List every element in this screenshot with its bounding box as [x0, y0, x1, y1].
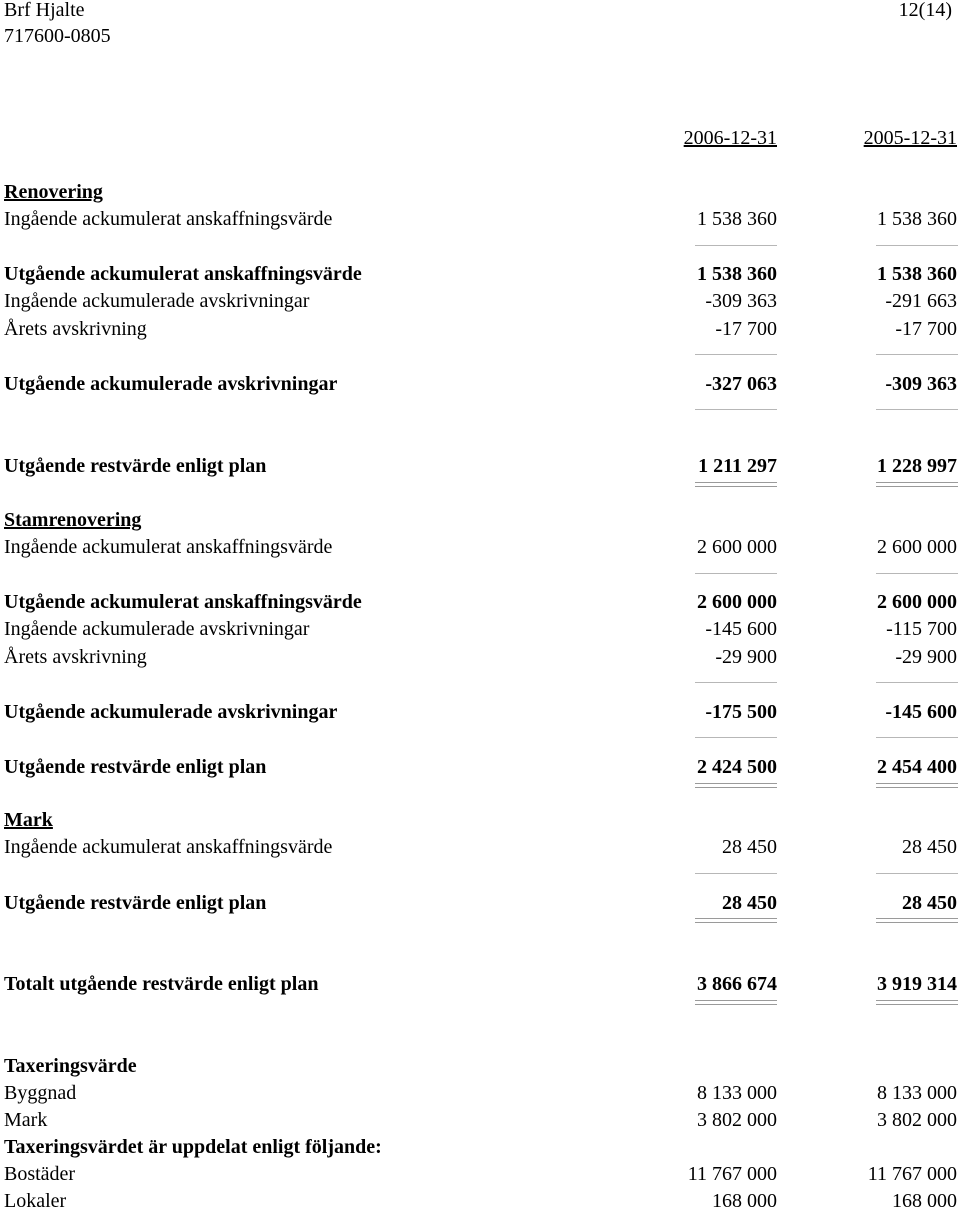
row-value-2005: -115 700 [886, 618, 957, 640]
org-number: 717600-0805 [4, 25, 111, 47]
double-underline [876, 918, 958, 923]
row-value-2006: 2 600 000 [697, 591, 777, 613]
subheading-row [0, 1137, 960, 1163]
total-value-2005: 3 919 314 [877, 973, 957, 995]
double-underline [876, 783, 958, 788]
table-row [0, 374, 960, 400]
table-row [0, 1191, 960, 1217]
table-row [0, 757, 960, 783]
table-row [0, 1110, 960, 1136]
row-value-2006: 1 538 360 [697, 208, 777, 230]
row-label: Ingående ackumulerade avskrivningar [4, 618, 310, 640]
section-heading: Mark [4, 809, 53, 831]
total-value-2006: 3 866 674 [697, 973, 777, 995]
row-value-2005: 2 600 000 [877, 591, 957, 613]
double-underline [695, 482, 777, 487]
row-value-2005: 3 802 000 [877, 1109, 957, 1131]
row-value-2006: 28 450 [722, 836, 777, 858]
row-value-2006: 1 211 297 [698, 455, 777, 477]
page-number: 12(14) [898, 0, 952, 21]
table-row [0, 264, 960, 290]
row-value-2005: -145 600 [885, 701, 957, 723]
sum-rule [695, 354, 777, 355]
sum-rule [695, 682, 777, 683]
double-underline [876, 1000, 958, 1005]
table-row [0, 592, 960, 618]
row-label: Lokaler [4, 1190, 67, 1212]
company-name: Brf Hjalte [4, 0, 85, 21]
section-heading-taxeringsvarde [0, 1056, 960, 1082]
row-value-2005: 8 133 000 [877, 1082, 957, 1104]
section-heading: Stamrenovering [4, 509, 142, 531]
row-value-2005: -291 663 [885, 290, 957, 312]
table-row [0, 456, 960, 482]
sum-rule [876, 737, 958, 738]
row-value-2005: -309 363 [885, 373, 957, 395]
row-label: Mark [4, 1109, 48, 1131]
sum-rule [876, 245, 958, 246]
row-label: Bostäder [4, 1163, 76, 1185]
column-headers [0, 128, 960, 154]
row-value-2006: -29 900 [715, 646, 777, 668]
total-label: Totalt utgående restvärde enligt plan [4, 973, 319, 995]
sum-rule [876, 873, 958, 874]
row-value-2005: 11 767 000 [867, 1163, 957, 1185]
row-label: Ingående ackumulerat anskaffningsvärde [4, 836, 333, 858]
row-value-2005: 1 538 360 [877, 263, 957, 285]
row-label: Årets avskrivning [4, 318, 147, 340]
section-heading-renovering [0, 182, 960, 208]
row-value-2005: 28 450 [902, 836, 957, 858]
double-underline [695, 918, 777, 923]
row-value-2005: 2 454 400 [877, 756, 957, 778]
row-value-2006: 1 538 360 [697, 263, 777, 285]
row-label: Årets avskrivning [4, 646, 147, 668]
row-value-2005: 1 538 360 [877, 208, 957, 230]
row-value-2006: -17 700 [715, 318, 777, 340]
sum-rule [876, 409, 958, 410]
table-row [0, 209, 960, 235]
double-underline [695, 1000, 777, 1005]
table-row [0, 647, 960, 673]
sum-rule [876, 682, 958, 683]
row-value-2006: -145 600 [705, 618, 777, 640]
row-label: Ingående ackumulerat anskaffningsvärde [4, 536, 333, 558]
row-value-2005: 168 000 [892, 1190, 957, 1212]
subheading: Taxeringsvärdet är uppdelat enligt följande: [4, 1136, 382, 1158]
table-row [0, 319, 960, 345]
table-row [0, 1164, 960, 1190]
sum-rule [695, 245, 777, 246]
sum-rule [876, 354, 958, 355]
row-value-2005: 2 600 000 [877, 536, 957, 558]
row-value-2005: -29 900 [895, 646, 957, 668]
sum-rule [695, 573, 777, 574]
row-value-2005: 1 228 997 [877, 455, 957, 477]
row-value-2006: 2 424 500 [697, 756, 777, 778]
total-row [0, 974, 960, 1000]
double-underline [695, 783, 777, 788]
table-row [0, 702, 960, 728]
column-header-2005: 2005-12-31 [863, 127, 957, 149]
section-heading-mark [0, 810, 960, 836]
table-row [0, 893, 960, 919]
sum-rule [695, 873, 777, 874]
row-label: Utgående ackumulerade avskrivningar [4, 701, 338, 723]
row-value-2005: 28 450 [902, 892, 957, 914]
row-value-2006: 8 133 000 [697, 1082, 777, 1104]
row-label: Utgående restvärde enligt plan [4, 892, 267, 914]
row-value-2006: 168 000 [712, 1190, 777, 1212]
table-row [0, 619, 960, 645]
table-row [0, 837, 960, 863]
row-value-2006: -327 063 [705, 373, 777, 395]
section-heading-stamrenovering [0, 510, 960, 536]
row-value-2006: -309 363 [705, 290, 777, 312]
row-value-2005: -17 700 [895, 318, 957, 340]
row-label: Utgående restvärde enligt plan [4, 455, 267, 477]
row-label: Utgående ackumulerat anskaffningsvärde [4, 591, 362, 613]
double-underline [876, 482, 958, 487]
table-row [0, 1083, 960, 1109]
row-value-2006: 11 767 000 [687, 1163, 777, 1185]
row-value-2006: 3 802 000 [697, 1109, 777, 1131]
table-row [0, 537, 960, 563]
row-label: Ingående ackumulerade avskrivningar [4, 290, 310, 312]
row-label: Utgående ackumulerat anskaffningsvärde [4, 263, 362, 285]
row-label: Utgående ackumulerade avskrivningar [4, 373, 338, 395]
row-label: Ingående ackumulerat anskaffningsvärde [4, 208, 333, 230]
column-header-2006: 2006-12-31 [683, 127, 777, 149]
table-row [0, 291, 960, 317]
row-label: Utgående restvärde enligt plan [4, 756, 267, 778]
row-value-2006: 28 450 [722, 892, 777, 914]
sum-rule [876, 573, 958, 574]
row-value-2006: -175 500 [705, 701, 777, 723]
sum-rule [695, 737, 777, 738]
row-value-2006: 2 600 000 [697, 536, 777, 558]
section-heading: Taxeringsvärde [4, 1055, 137, 1077]
sum-rule [695, 409, 777, 410]
section-heading: Renovering [4, 181, 103, 203]
row-label: Byggnad [4, 1082, 77, 1104]
